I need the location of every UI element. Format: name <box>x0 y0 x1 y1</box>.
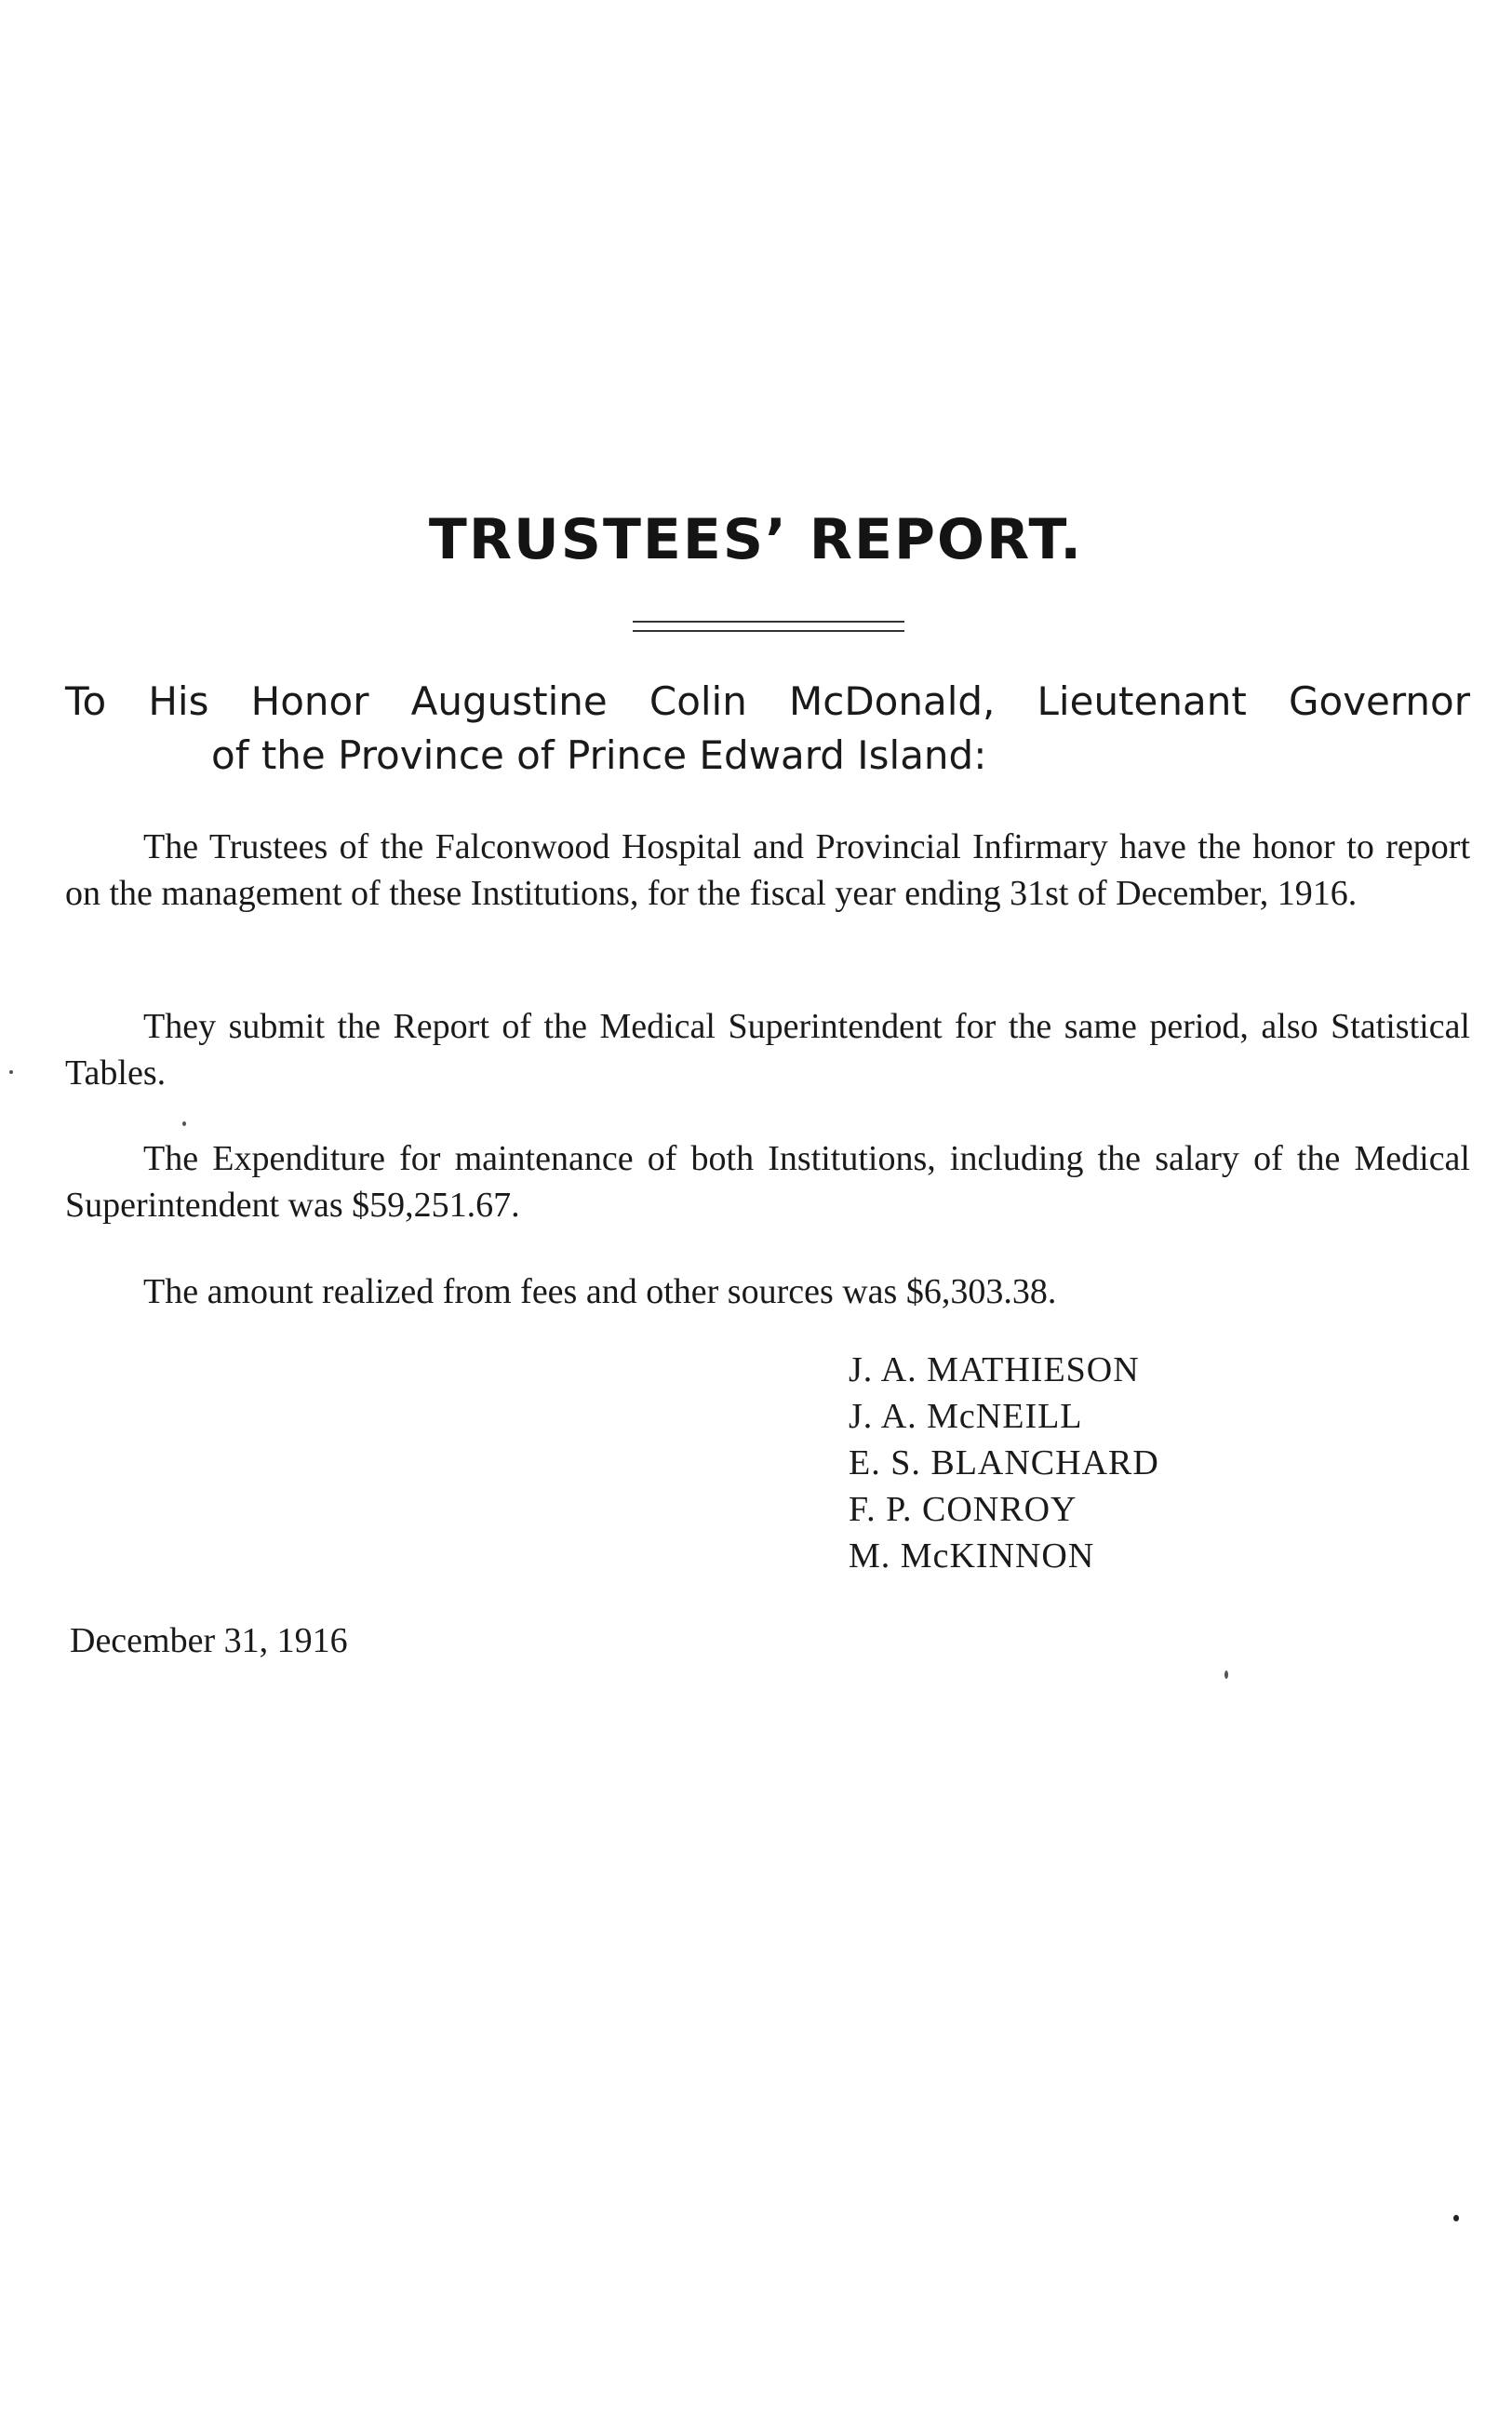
signatory-name: E. S. BLANCHARD <box>849 1443 1159 1482</box>
page-title: TRUSTEES’ REPORT. <box>428 507 1084 572</box>
scan-speck <box>182 1121 186 1126</box>
scan-speck <box>9 1070 13 1074</box>
paragraph-expenditure: The Expenditure for maintenance of both Institutions, including the salary of the Medical Superintendent was $59,251.67. <box>65 1139 1470 1225</box>
scan-speck <box>1224 1670 1228 1679</box>
report-date: December 31, 1916 <box>70 1621 348 1660</box>
signatory-list <box>849 1347 1159 1579</box>
scan-speck <box>1453 2215 1459 2221</box>
salutation-line-1: To His Honor Augustine Colin McDonald, Lieutenant Governor <box>65 678 1470 724</box>
signatory-name: J. A. McNEILL <box>849 1397 1083 1436</box>
title-double-rule <box>633 621 904 632</box>
signatory-name: M. McKINNON <box>849 1536 1095 1576</box>
signatory-name: F. P. CONROY <box>849 1490 1077 1529</box>
paragraph-report-intro: The Trustees of the Falconwood Hospital and Provincial Infirmary have the honor to report on the management of these Institutions, for the fiscal year ending 31st of December, 1916. <box>65 827 1470 913</box>
paragraph-submission: They submit the Report of the Medical Superintendent for the same period, also Statistical Tables. <box>65 1007 1470 1093</box>
salutation <box>65 675 1479 783</box>
salutation-line-2: of the Province of Prince Edward Island: <box>211 732 987 778</box>
signatory-name: J. A. MATHIESON <box>849 1350 1140 1389</box>
paragraph-revenue: The amount realized from fees and other sources was $6,303.38. <box>143 1272 1057 1311</box>
